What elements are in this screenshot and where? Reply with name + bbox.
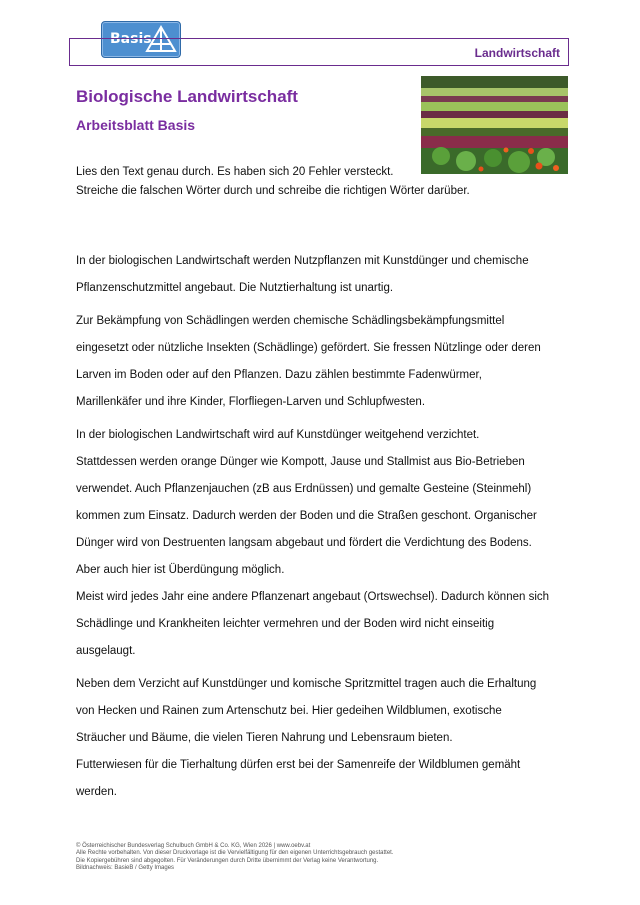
header-bar — [69, 38, 569, 66]
footer — [76, 843, 394, 872]
text-line: Dünger wird von Destruenten langsam abgebaut und fördert die Verdichtung des Bodens. — [76, 537, 532, 549]
text-line: eingesetzt oder nützliche Insekten (Schädlinge) gefördert. Sie fressen Nützlinge oder deren — [76, 342, 541, 354]
text-line: verwendet. Auch Pflanzenjauchen (zB aus Erdnüssen) und gemalte Gesteine (Steinmehl) — [76, 483, 532, 495]
text-line: von Hecken und Rainen zum Artenschutz bei. Hier gedeihen Wildblumen, exotische — [76, 705, 502, 717]
instructions — [76, 163, 576, 201]
logo-text: Basis — [110, 31, 152, 47]
text-line: Sträucher und Bäume, die vielen Tieren Nahrung und Lebensraum bieten. — [76, 732, 453, 744]
page-title: Biologische Landwirtschaft — [76, 87, 298, 106]
text-line: In der biologischen Landwirtschaft wird auf Kunstdünger weitgehend verzichtet. — [76, 429, 480, 441]
footer-line: Die Kopiergebühren sind abgegolten. Für Veränderungen durch Dritte übernimmt der Verlag keine Verantwortung. — [76, 857, 379, 864]
text-line: kommen zum Einsatz. Dadurch werden der Boden und die Straßen geschont. Organischer — [76, 510, 537, 522]
page-subtitle: Arbeitsblatt Basis — [76, 117, 196, 133]
text-line: Zur Bekämpfung von Schädlingen werden chemische Schädlingsbekämpfungsmittel — [76, 315, 505, 327]
text-line: Schädlinge und Krankheiten leichter vermehren und der Boden wird nicht einseitig — [76, 618, 495, 630]
text-line: ausgelaugt. — [76, 645, 136, 657]
paragraph — [76, 308, 571, 416]
text-line: Marillenkäfer und ihre Kinder, Florfliegen-Larven und Schlupfwesten. — [76, 396, 426, 408]
text-line: werden. — [76, 786, 117, 798]
instruction-line: Streiche die falschen Wörter durch und schreibe die richtigen Wörter darüber. — [76, 185, 470, 197]
footer-line: © Österreichischer Bundesverlag Schulbuch GmbH & Co. KG, Wien 2026 | www.oebv.at — [76, 843, 311, 849]
footer-line: Bildnachweis: BasieB / Getty Images — [76, 864, 175, 871]
section-label: Landwirtschaft — [474, 46, 560, 60]
text-line: Aber auch hier ist Überdüngung möglich. — [76, 564, 285, 576]
text-line: Stattdessen werden orange Dünger wie Kompott, Jause und Stallmist aus Bio-Betrieben — [76, 456, 525, 468]
footer-line: Alle Rechte vorbehalten. Von dieser Druckvorlage ist die Vervielfältigung für den eigenen Unterrichtsgebrauch gestattet. — [76, 850, 394, 857]
paragraph — [76, 671, 571, 806]
paragraph — [76, 422, 571, 665]
paragraph — [76, 248, 571, 302]
text-line: Pflanzenschutzmittel angebaut. Die Nutztierhaltung ist unartig. — [76, 282, 394, 294]
text-line: Neben dem Verzicht auf Kunstdünger und komische Spritzmittel tragen auch die Erhaltung — [76, 678, 537, 690]
body-text — [76, 248, 571, 806]
vegetable-field-photo — [421, 76, 568, 174]
instruction-line: Lies den Text genau durch. Es haben sich 20 Fehler versteckt. — [76, 166, 394, 178]
text-line: In der biologischen Landwirtschaft werden Nutzpflanzen mit Kunstdünger und chemische — [76, 255, 529, 267]
field-image — [421, 76, 568, 174]
text-line: Meist wird jedes Jahr eine andere Pflanzenart angebaut (Ortswechsel). Dadurch können sich — [76, 591, 550, 603]
text-line: Futterwiesen für die Tierhaltung dürfen erst bei der Samenreife der Wildblumen gemäht — [76, 759, 521, 771]
text-line: Larven im Boden oder auf den Pflanzen. Dazu zählen bestimmte Fadenwürmer, — [76, 369, 482, 381]
